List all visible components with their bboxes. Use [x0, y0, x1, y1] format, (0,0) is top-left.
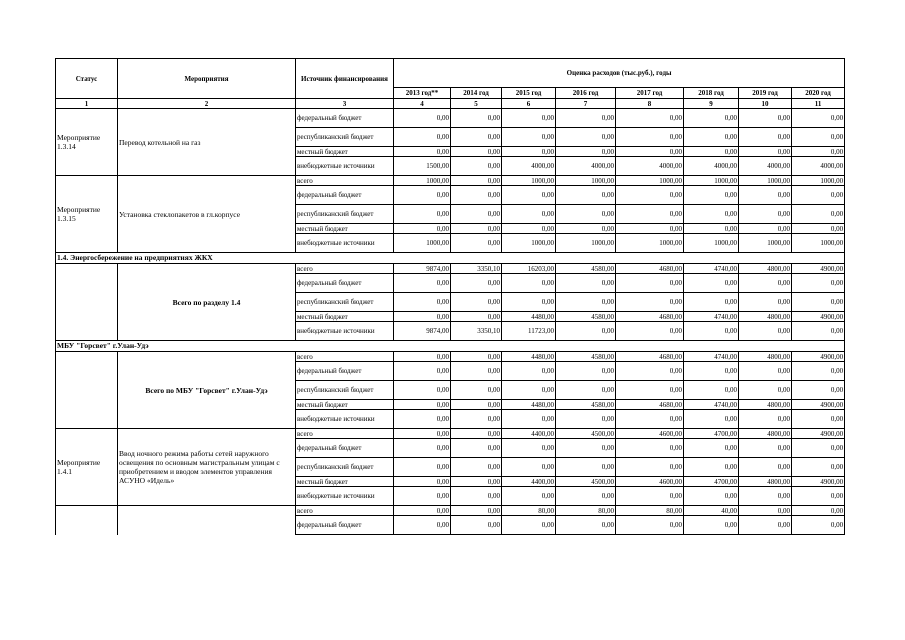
header-row-colnums: [56, 99, 845, 109]
amount-cell: 0,00: [502, 410, 556, 429]
amount-cell: 0,00: [502, 274, 556, 293]
amount-cell: 4580,00: [556, 352, 616, 362]
amount-cell: 0,00: [451, 458, 502, 477]
column-number: 7: [556, 99, 616, 109]
column-number: 6: [502, 99, 556, 109]
amount-cell: 0,00: [792, 322, 845, 341]
amount-cell: 0,00: [451, 506, 502, 516]
amount-cell: 0,00: [616, 322, 684, 341]
event-status: [56, 506, 118, 535]
amount-cell: 0,00: [684, 274, 739, 293]
amount-cell: 0,00: [739, 322, 792, 341]
amount-cell: 0,00: [502, 205, 556, 224]
amount-cell: 0,00: [792, 362, 845, 381]
amount-cell: 4800,00: [739, 352, 792, 362]
budget-row: [56, 264, 845, 274]
amount-cell: 0,00: [556, 128, 616, 147]
amount-cell: 0,00: [792, 439, 845, 458]
column-number: 10: [739, 99, 792, 109]
column-number: 9: [684, 99, 739, 109]
amount-cell: 0,00: [556, 516, 616, 535]
amount-cell: 0,00: [394, 128, 451, 147]
amount-cell: 0,00: [502, 487, 556, 506]
amount-cell: 0,00: [502, 516, 556, 535]
funding-source: внебюджетные источники: [296, 157, 394, 176]
amount-cell: 4900,00: [792, 477, 845, 487]
header-source: Источник финансирования: [296, 59, 394, 99]
section-row: [56, 253, 845, 264]
amount-cell: 0,00: [739, 186, 792, 205]
amount-cell: 0,00: [684, 109, 739, 128]
amount-cell: 0,00: [684, 439, 739, 458]
amount-cell: 0,00: [792, 410, 845, 429]
amount-cell: 0,00: [792, 224, 845, 234]
amount-cell: 0,00: [451, 439, 502, 458]
amount-cell: 0,00: [792, 506, 845, 516]
amount-cell: 0,00: [556, 487, 616, 506]
amount-cell: 0,00: [394, 458, 451, 477]
funding-source: республиканский бюджет: [296, 205, 394, 224]
amount-cell: 0,00: [739, 205, 792, 224]
amount-cell: 1000,00: [739, 234, 792, 253]
event-status: [56, 264, 118, 341]
amount-cell: 0,00: [394, 487, 451, 506]
amount-cell: 0,00: [451, 157, 502, 176]
amount-cell: 0,00: [616, 147, 684, 157]
amount-cell: 0,00: [451, 205, 502, 224]
amount-cell: 4800,00: [739, 264, 792, 274]
amount-cell: 1000,00: [502, 176, 556, 186]
amount-cell: 0,00: [739, 224, 792, 234]
amount-cell: 40,00: [684, 506, 739, 516]
amount-cell: 0,00: [556, 293, 616, 312]
amount-cell: 0,00: [684, 322, 739, 341]
amount-cell: 0,00: [394, 274, 451, 293]
budget-row: [56, 109, 845, 128]
header-row-main: [56, 59, 845, 88]
amount-cell: 1000,00: [394, 234, 451, 253]
amount-cell: 4680,00: [616, 312, 684, 322]
amount-cell: 0,00: [556, 224, 616, 234]
amount-cell: 0,00: [739, 381, 792, 400]
funding-source: федеральный бюджет: [296, 274, 394, 293]
amount-cell: 0,00: [684, 128, 739, 147]
event-name: Всего по разделу 1.4: [118, 264, 296, 341]
amount-cell: 4680,00: [616, 264, 684, 274]
funding-source: всего: [296, 429, 394, 439]
amount-cell: 4000,00: [502, 157, 556, 176]
amount-cell: 4900,00: [792, 264, 845, 274]
amount-cell: 4400,00: [502, 477, 556, 487]
amount-cell: 0,00: [739, 147, 792, 157]
event-name: Перевод котельной на газ: [118, 109, 296, 176]
budget-row: [56, 352, 845, 362]
amount-cell: 0,00: [792, 205, 845, 224]
amount-cell: 0,00: [684, 293, 739, 312]
amount-cell: 0,00: [451, 186, 502, 205]
funding-source: республиканский бюджет: [296, 293, 394, 312]
amount-cell: 0,00: [556, 439, 616, 458]
amount-cell: 4400,00: [502, 429, 556, 439]
amount-cell: 4480,00: [502, 312, 556, 322]
amount-cell: 0,00: [394, 293, 451, 312]
amount-cell: 4600,00: [616, 429, 684, 439]
amount-cell: 4000,00: [739, 157, 792, 176]
amount-cell: 0,00: [502, 128, 556, 147]
amount-cell: 1000,00: [792, 234, 845, 253]
amount-cell: 0,00: [502, 458, 556, 477]
amount-cell: 9874,00: [394, 322, 451, 341]
amount-cell: 0,00: [556, 322, 616, 341]
amount-cell: 0,00: [684, 147, 739, 157]
amount-cell: 0,00: [684, 205, 739, 224]
amount-cell: 1000,00: [616, 234, 684, 253]
amount-cell: 0,00: [616, 224, 684, 234]
amount-cell: 0,00: [502, 224, 556, 234]
amount-cell: 0,00: [684, 458, 739, 477]
funding-source: республиканский бюджет: [296, 458, 394, 477]
amount-cell: 0,00: [394, 362, 451, 381]
amount-cell: 80,00: [502, 506, 556, 516]
amount-cell: 0,00: [502, 186, 556, 205]
amount-cell: 0,00: [792, 487, 845, 506]
amount-cell: 1000,00: [616, 176, 684, 186]
funding-source: федеральный бюджет: [296, 439, 394, 458]
funding-source: местный бюджет: [296, 477, 394, 487]
amount-cell: 0,00: [739, 487, 792, 506]
amount-cell: 0,00: [684, 362, 739, 381]
amount-cell: 9874,00: [394, 264, 451, 274]
amount-cell: 0,00: [394, 186, 451, 205]
amount-cell: 0,00: [394, 516, 451, 535]
event-status: Мероприятие 1.3.15: [56, 176, 118, 253]
funding-source: всего: [296, 352, 394, 362]
amount-cell: 16203,00: [502, 264, 556, 274]
header-estimate: Оценка расходов (тыс.руб.), годы: [394, 59, 845, 88]
budget-row: [56, 506, 845, 516]
amount-cell: 0,00: [451, 477, 502, 487]
amount-cell: 0,00: [451, 293, 502, 312]
header-year: 2014 год: [451, 88, 502, 99]
header-year: 2020 год: [792, 88, 845, 99]
amount-cell: 0,00: [394, 109, 451, 128]
amount-cell: 1000,00: [394, 176, 451, 186]
funding-source: местный бюджет: [296, 312, 394, 322]
amount-cell: 0,00: [394, 147, 451, 157]
amount-cell: 0,00: [451, 516, 502, 535]
amount-cell: 0,00: [556, 147, 616, 157]
header-status: Статус: [56, 59, 118, 99]
amount-cell: 4740,00: [684, 312, 739, 322]
amount-cell: 0,00: [556, 205, 616, 224]
column-number: 11: [792, 99, 845, 109]
amount-cell: 0,00: [451, 400, 502, 410]
amount-cell: 4800,00: [739, 429, 792, 439]
amount-cell: 0,00: [394, 400, 451, 410]
amount-cell: 0,00: [394, 506, 451, 516]
amount-cell: 80,00: [616, 506, 684, 516]
column-number: 4: [394, 99, 451, 109]
amount-cell: 4800,00: [739, 477, 792, 487]
amount-cell: 0,00: [502, 109, 556, 128]
column-number: 1: [56, 99, 118, 109]
amount-cell: 0,00: [451, 410, 502, 429]
funding-source: республиканский бюджет: [296, 128, 394, 147]
budget-row: [56, 176, 845, 186]
column-number: 2: [118, 99, 296, 109]
amount-cell: 0,00: [556, 362, 616, 381]
funding-source: внебюджетные источники: [296, 234, 394, 253]
amount-cell: 0,00: [502, 293, 556, 312]
amount-cell: 0,00: [739, 516, 792, 535]
amount-cell: 0,00: [616, 128, 684, 147]
amount-cell: 0,00: [394, 352, 451, 362]
amount-cell: 4800,00: [739, 312, 792, 322]
amount-cell: 0,00: [684, 410, 739, 429]
amount-cell: 1500,00: [394, 157, 451, 176]
header-year: 2017 год: [616, 88, 684, 99]
funding-source: федеральный бюджет: [296, 186, 394, 205]
amount-cell: 0,00: [739, 293, 792, 312]
amount-cell: 1000,00: [502, 234, 556, 253]
amount-cell: 4800,00: [739, 400, 792, 410]
amount-cell: 0,00: [739, 362, 792, 381]
budget-estimate-table: [55, 58, 845, 535]
funding-source: всего: [296, 264, 394, 274]
event-name: Всего по МБУ "Горсвет" г.Улан-Удэ: [118, 352, 296, 429]
funding-source: местный бюджет: [296, 400, 394, 410]
funding-source: федеральный бюджет: [296, 109, 394, 128]
amount-cell: 0,00: [616, 410, 684, 429]
amount-cell: 4700,00: [684, 477, 739, 487]
amount-cell: 4680,00: [616, 400, 684, 410]
amount-cell: 4000,00: [792, 157, 845, 176]
amount-cell: 4900,00: [792, 312, 845, 322]
amount-cell: 0,00: [739, 410, 792, 429]
amount-cell: 0,00: [451, 274, 502, 293]
amount-cell: 0,00: [451, 381, 502, 400]
funding-source: местный бюджет: [296, 147, 394, 157]
amount-cell: 4000,00: [684, 157, 739, 176]
amount-cell: 0,00: [451, 109, 502, 128]
amount-cell: 0,00: [451, 128, 502, 147]
amount-cell: 4480,00: [502, 352, 556, 362]
amount-cell: 0,00: [792, 274, 845, 293]
event-name: Ввод ночного режима работы сетей наружного освещения по основным магистральным улицам с приобретением и вводом элементов управления АСУНО «Идель»: [118, 429, 296, 506]
amount-cell: 4580,00: [556, 400, 616, 410]
amount-cell: 0,00: [502, 362, 556, 381]
event-status: [56, 352, 118, 429]
amount-cell: 0,00: [616, 381, 684, 400]
amount-cell: 0,00: [616, 458, 684, 477]
amount-cell: 0,00: [394, 381, 451, 400]
amount-cell: 4740,00: [684, 352, 739, 362]
amount-cell: 0,00: [739, 128, 792, 147]
amount-cell: 0,00: [616, 186, 684, 205]
amount-cell: 0,00: [502, 381, 556, 400]
amount-cell: 0,00: [792, 128, 845, 147]
amount-cell: 0,00: [684, 186, 739, 205]
amount-cell: 80,00: [556, 506, 616, 516]
event-name: Установка стеклопакетов в гл.корпусе: [118, 176, 296, 253]
budget-table-page: [55, 58, 844, 535]
amount-cell: 4000,00: [616, 157, 684, 176]
amount-cell: 1000,00: [739, 176, 792, 186]
amount-cell: 4900,00: [792, 429, 845, 439]
amount-cell: 0,00: [616, 274, 684, 293]
amount-cell: 1000,00: [556, 234, 616, 253]
amount-cell: 1000,00: [556, 176, 616, 186]
amount-cell: 0,00: [394, 312, 451, 322]
amount-cell: 4680,00: [616, 352, 684, 362]
funding-source: всего: [296, 176, 394, 186]
amount-cell: 0,00: [451, 234, 502, 253]
amount-cell: 0,00: [792, 293, 845, 312]
amount-cell: 0,00: [739, 439, 792, 458]
funding-source: федеральный бюджет: [296, 362, 394, 381]
amount-cell: 0,00: [739, 109, 792, 128]
funding-source: внебюджетные источники: [296, 322, 394, 341]
header-year: 2015 год: [502, 88, 556, 99]
amount-cell: 0,00: [556, 109, 616, 128]
amount-cell: 4000,00: [556, 157, 616, 176]
amount-cell: 0,00: [616, 205, 684, 224]
amount-cell: 0,00: [451, 362, 502, 381]
amount-cell: 4700,00: [684, 429, 739, 439]
funding-source: всего: [296, 506, 394, 516]
amount-cell: 0,00: [616, 109, 684, 128]
amount-cell: 0,00: [451, 224, 502, 234]
amount-cell: 0,00: [556, 186, 616, 205]
amount-cell: 0,00: [451, 312, 502, 322]
amount-cell: 3350,10: [451, 322, 502, 341]
amount-cell: 0,00: [556, 274, 616, 293]
amount-cell: 0,00: [556, 381, 616, 400]
amount-cell: 1000,00: [792, 176, 845, 186]
header-year: 2016 год: [556, 88, 616, 99]
budget-row: [56, 429, 845, 439]
funding-source: внебюджетные источники: [296, 410, 394, 429]
section-title: 1.4. Энергосбережение на предприятиях ЖКХ: [56, 253, 845, 264]
amount-cell: 0,00: [502, 439, 556, 458]
amount-cell: 0,00: [616, 487, 684, 506]
amount-cell: 0,00: [792, 516, 845, 535]
amount-cell: 0,00: [739, 458, 792, 477]
header-year: 2019 год: [739, 88, 792, 99]
amount-cell: 4740,00: [684, 264, 739, 274]
amount-cell: 0,00: [394, 410, 451, 429]
amount-cell: 4600,00: [616, 477, 684, 487]
amount-cell: 0,00: [684, 516, 739, 535]
event-status: Мероприятие 1.4.1: [56, 429, 118, 506]
amount-cell: 4900,00: [792, 352, 845, 362]
amount-cell: 4500,00: [556, 429, 616, 439]
amount-cell: 4740,00: [684, 400, 739, 410]
amount-cell: 4480,00: [502, 400, 556, 410]
amount-cell: 4900,00: [792, 400, 845, 410]
header-event: Мероприятия: [118, 59, 296, 99]
amount-cell: 4580,00: [556, 264, 616, 274]
amount-cell: 0,00: [792, 109, 845, 128]
column-number: 3: [296, 99, 394, 109]
amount-cell: 1000,00: [684, 176, 739, 186]
amount-cell: 0,00: [616, 362, 684, 381]
amount-cell: 0,00: [739, 274, 792, 293]
amount-cell: 0,00: [451, 429, 502, 439]
funding-source: республиканский бюджет: [296, 381, 394, 400]
amount-cell: 0,00: [394, 429, 451, 439]
amount-cell: 0,00: [616, 516, 684, 535]
amount-cell: 0,00: [616, 439, 684, 458]
section-title: МБУ "Горсвет" г.Улан-Удэ: [56, 341, 845, 352]
amount-cell: 0,00: [556, 458, 616, 477]
column-number: 5: [451, 99, 502, 109]
funding-source: федеральный бюджет: [296, 516, 394, 535]
amount-cell: 0,00: [792, 186, 845, 205]
amount-cell: 0,00: [451, 176, 502, 186]
amount-cell: 0,00: [451, 147, 502, 157]
amount-cell: 0,00: [739, 506, 792, 516]
section-row: [56, 341, 845, 352]
amount-cell: 0,00: [792, 147, 845, 157]
amount-cell: 0,00: [684, 224, 739, 234]
funding-source: местный бюджет: [296, 224, 394, 234]
event-name: [118, 506, 296, 535]
event-status: Мероприятие 1.3.14: [56, 109, 118, 176]
amount-cell: 0,00: [556, 410, 616, 429]
column-number: 8: [616, 99, 684, 109]
amount-cell: 0,00: [451, 352, 502, 362]
amount-cell: 0,00: [616, 293, 684, 312]
amount-cell: 0,00: [451, 487, 502, 506]
header-year: 2018 год: [684, 88, 739, 99]
amount-cell: 1000,00: [684, 234, 739, 253]
amount-cell: 0,00: [394, 224, 451, 234]
amount-cell: 4580,00: [556, 312, 616, 322]
amount-cell: 0,00: [792, 458, 845, 477]
header-year: 2013 год**: [394, 88, 451, 99]
amount-cell: 0,00: [394, 205, 451, 224]
amount-cell: 0,00: [502, 147, 556, 157]
amount-cell: 0,00: [394, 477, 451, 487]
amount-cell: 4500,00: [556, 477, 616, 487]
amount-cell: 0,00: [684, 381, 739, 400]
amount-cell: 0,00: [684, 487, 739, 506]
amount-cell: 3350,10: [451, 264, 502, 274]
amount-cell: 0,00: [792, 381, 845, 400]
funding-source: внебюджетные источники: [296, 487, 394, 506]
amount-cell: 0,00: [394, 439, 451, 458]
amount-cell: 11723,00: [502, 322, 556, 341]
